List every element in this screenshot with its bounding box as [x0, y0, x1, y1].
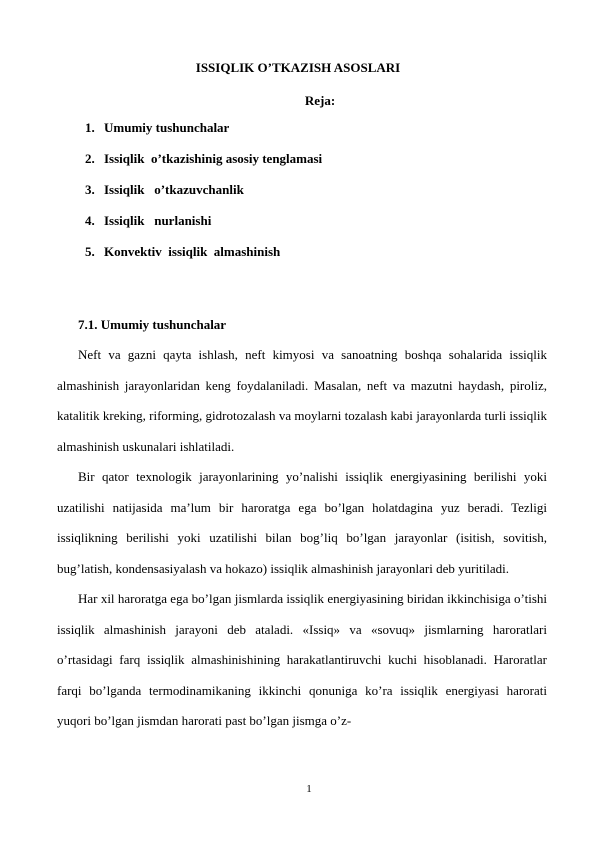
plan-heading: Reja:: [304, 93, 336, 108]
page-number: 1: [306, 783, 312, 795]
plan-list: [85, 118, 322, 273]
plan-item-number: 1.: [85, 120, 95, 135]
plan-item: [85, 118, 322, 149]
plan-item-text: Issiqlik o’tkazuvchanlik: [104, 182, 244, 197]
plan-item-text: Issiqlik nurlanishi: [104, 213, 212, 228]
body-text: [57, 340, 547, 737]
paragraph: Bir qator texnologik jarayonlarining yo’nalishi issiqlik energiyasining berilishi yoki uzatilishi natijasida ma’lum bir haroratga ega bo’lgan holatdagina yuz beradi. Tezligi issiqlikning berilishi yoki uzatilishi bilan bog’liq bo’lgan jarayonlar (isitish, sovitish, bug’latish, kondensasiyalash va hokazo) issiqlik almashinish jarayonlari deb yuritiladi.: [57, 469, 547, 576]
plan-item-text: Umumiy tushunchalar: [104, 120, 230, 135]
plan-item-number: 5.: [85, 244, 95, 259]
plan-item-number: 4.: [85, 213, 95, 228]
document-title: ISSIQLIK O’TKAZISH ASOSLARI: [195, 60, 401, 75]
paragraph: Har xil haroratga ega bo’lgan jismlarda issiqlik energiyasining biridan ikkinchisiga o’tishi issiqlik almashinish jarayoni deb ataladi. «Issiq» va «sovuq» jismlarning haroratlari o’rtasidagi farq issiqlik almashinishining harakatlantiruvchi kuchi hisoblanadi. Haroratlar farqi bo’lganda termodinamikaning ikkinchi qonuniga ko’ra issiqlik energiyasi harorati yuqori bo’lgan jismdan harorati past bo’lgan jismga o’z-: [57, 591, 547, 728]
plan-item: [85, 211, 322, 242]
plan-item: [85, 149, 322, 180]
plan-item: [85, 242, 322, 273]
section-heading: 7.1. Umumiy tushunchalar: [78, 317, 227, 332]
plan-item-text: Konvektiv issiqlik almashinish: [104, 244, 281, 259]
paragraph: Neft va gazni qayta ishlash, neft kimyosi va sanoatning boshqa sohalarida issiqlik almashinish jarayonlaridan keng foydalaniladi. Masalan, neft va mazutni haydash, piroliz, katalitik kreking, riforming, gidrotozalash va moylarni tozalash kabi jarayonlarda turli issiqlik almashinish uskunalari ishlatiladi.: [57, 347, 547, 454]
plan-item: [85, 180, 322, 211]
plan-item-text: Issiqlik o’tkazishinig asosiy tenglamasi: [104, 151, 323, 166]
plan-item-number: 3.: [85, 182, 95, 197]
plan-item-number: 2.: [85, 151, 95, 166]
